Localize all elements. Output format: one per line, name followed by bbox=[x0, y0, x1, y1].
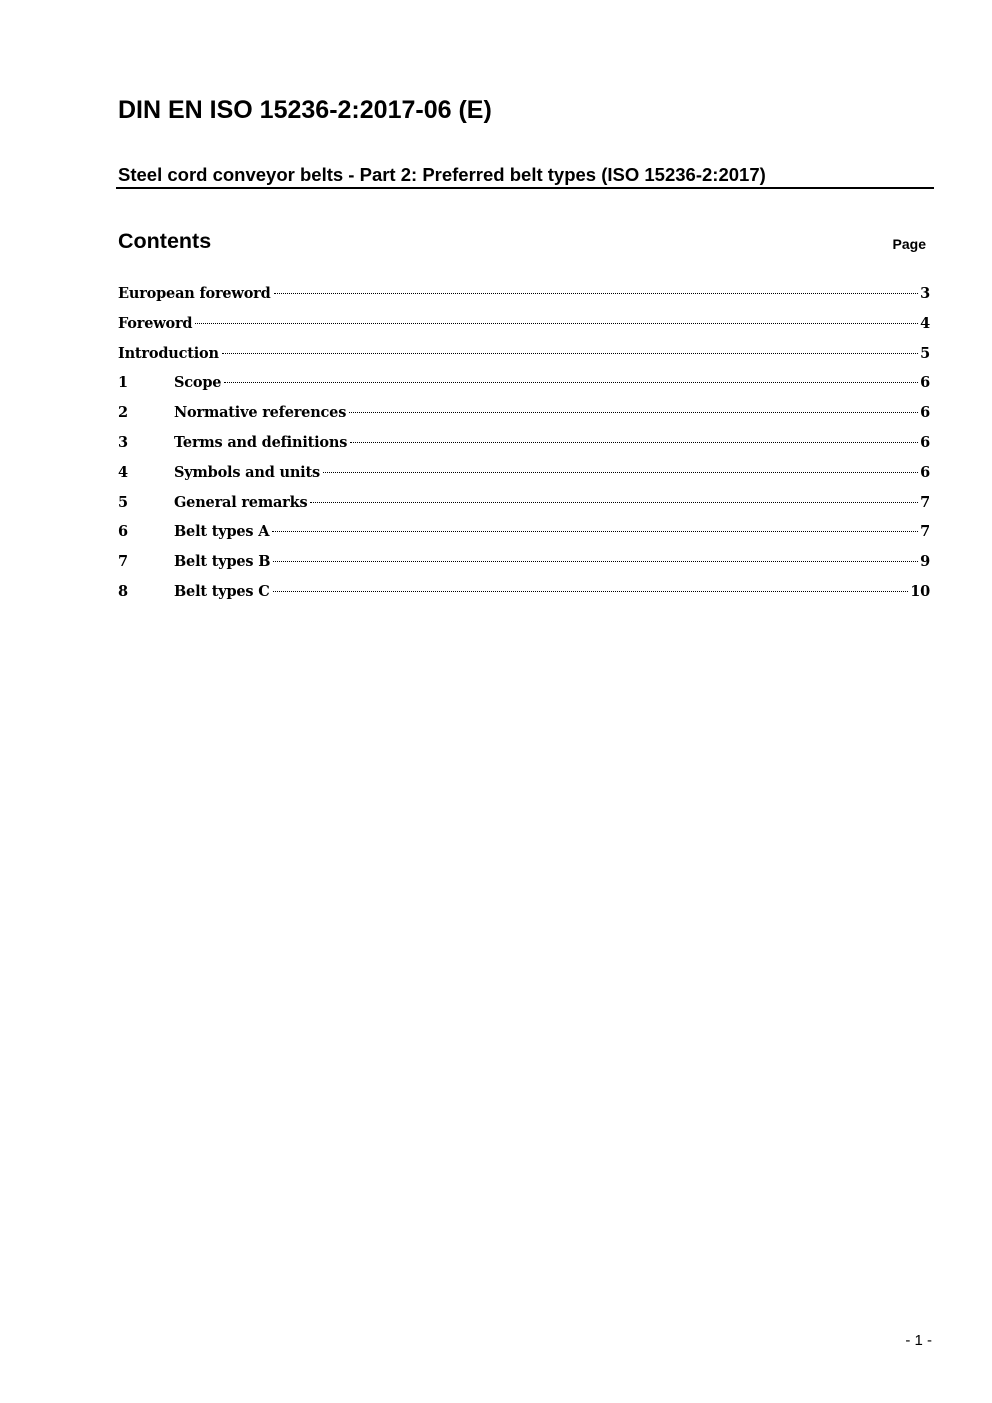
toc-entry-belt-types-c[interactable] bbox=[118, 580, 930, 610]
toc-entry-page: 7 bbox=[920, 493, 930, 511]
document-title: DIN EN ISO 15236-2:2017-06 (E) bbox=[118, 96, 492, 124]
toc-entry-page: 9 bbox=[920, 553, 930, 571]
toc-entry-title: Belt types C bbox=[174, 582, 270, 600]
toc-entry-number: 3 bbox=[118, 433, 128, 451]
toc-entry-title: Belt types B bbox=[174, 553, 271, 571]
toc-entry-page: 6 bbox=[920, 433, 930, 451]
toc-dot-leader bbox=[349, 412, 918, 413]
toc-entry-general-remarks[interactable] bbox=[118, 491, 930, 521]
toc-entry-number: 7 bbox=[118, 553, 128, 571]
toc-entry-title: Symbols and units bbox=[174, 463, 320, 481]
toc-entry-number: 8 bbox=[118, 582, 128, 600]
toc-entry-title: Belt types A bbox=[174, 523, 270, 541]
document-subtitle: Steel cord conveyor belts - Part 2: Preferred belt types (ISO 15236-2:2017) bbox=[118, 164, 766, 185]
toc-entry-page: 6 bbox=[920, 404, 930, 422]
toc-dot-leader bbox=[224, 382, 918, 383]
toc-entry-european-foreword[interactable] bbox=[118, 282, 930, 312]
toc-dot-leader bbox=[195, 323, 918, 324]
toc-entry-foreword[interactable] bbox=[118, 312, 930, 342]
toc-dot-leader bbox=[222, 353, 918, 354]
toc-dot-leader bbox=[350, 442, 918, 443]
toc-entry-belt-types-a[interactable] bbox=[118, 520, 930, 550]
toc-dot-leader bbox=[273, 561, 918, 562]
toc-entry-title: Introduction bbox=[118, 344, 219, 362]
toc-entry-page: 7 bbox=[920, 523, 930, 541]
toc-entry-number: 2 bbox=[118, 404, 128, 422]
toc-entry-title: Scope bbox=[174, 374, 222, 392]
toc-entry-title: European foreword bbox=[118, 285, 271, 302]
toc-entry-terms-and-definitions[interactable] bbox=[118, 431, 930, 461]
toc-entry-title: Normative references bbox=[174, 404, 347, 422]
toc-entry-normative-references[interactable] bbox=[118, 401, 930, 431]
toc-entry-page: 10 bbox=[910, 582, 930, 600]
table-of-contents bbox=[118, 282, 930, 610]
toc-entry-title: Foreword bbox=[118, 314, 193, 332]
page-number-footer: - 1 - bbox=[905, 1332, 932, 1349]
toc-entry-belt-types-b[interactable] bbox=[118, 550, 930, 580]
toc-entry-introduction[interactable] bbox=[118, 342, 930, 372]
toc-dot-leader bbox=[272, 531, 918, 532]
toc-dot-leader bbox=[273, 591, 909, 592]
toc-entry-title: Terms and definitions bbox=[174, 433, 348, 451]
toc-entry-page: 3 bbox=[920, 285, 930, 302]
toc-entry-symbols-and-units[interactable] bbox=[118, 461, 930, 491]
toc-dot-leader bbox=[274, 293, 919, 294]
subtitle-underline-rule bbox=[116, 187, 934, 189]
toc-entry-number: 6 bbox=[118, 523, 128, 541]
toc-entry-number: 1 bbox=[118, 374, 128, 392]
toc-entry-page: 4 bbox=[920, 314, 930, 332]
toc-entry-number: 4 bbox=[118, 463, 128, 481]
toc-entry-page: 6 bbox=[920, 463, 930, 481]
toc-entry-scope[interactable] bbox=[118, 371, 930, 401]
toc-entry-page: 6 bbox=[920, 374, 930, 392]
toc-entry-title: General remarks bbox=[174, 493, 308, 511]
toc-dot-leader bbox=[310, 502, 918, 503]
contents-heading: Contents bbox=[118, 229, 212, 253]
toc-entry-number: 5 bbox=[118, 493, 128, 511]
toc-entry-page: 5 bbox=[920, 344, 930, 362]
page-column-label: Page bbox=[892, 236, 926, 252]
toc-dot-leader bbox=[323, 472, 918, 473]
